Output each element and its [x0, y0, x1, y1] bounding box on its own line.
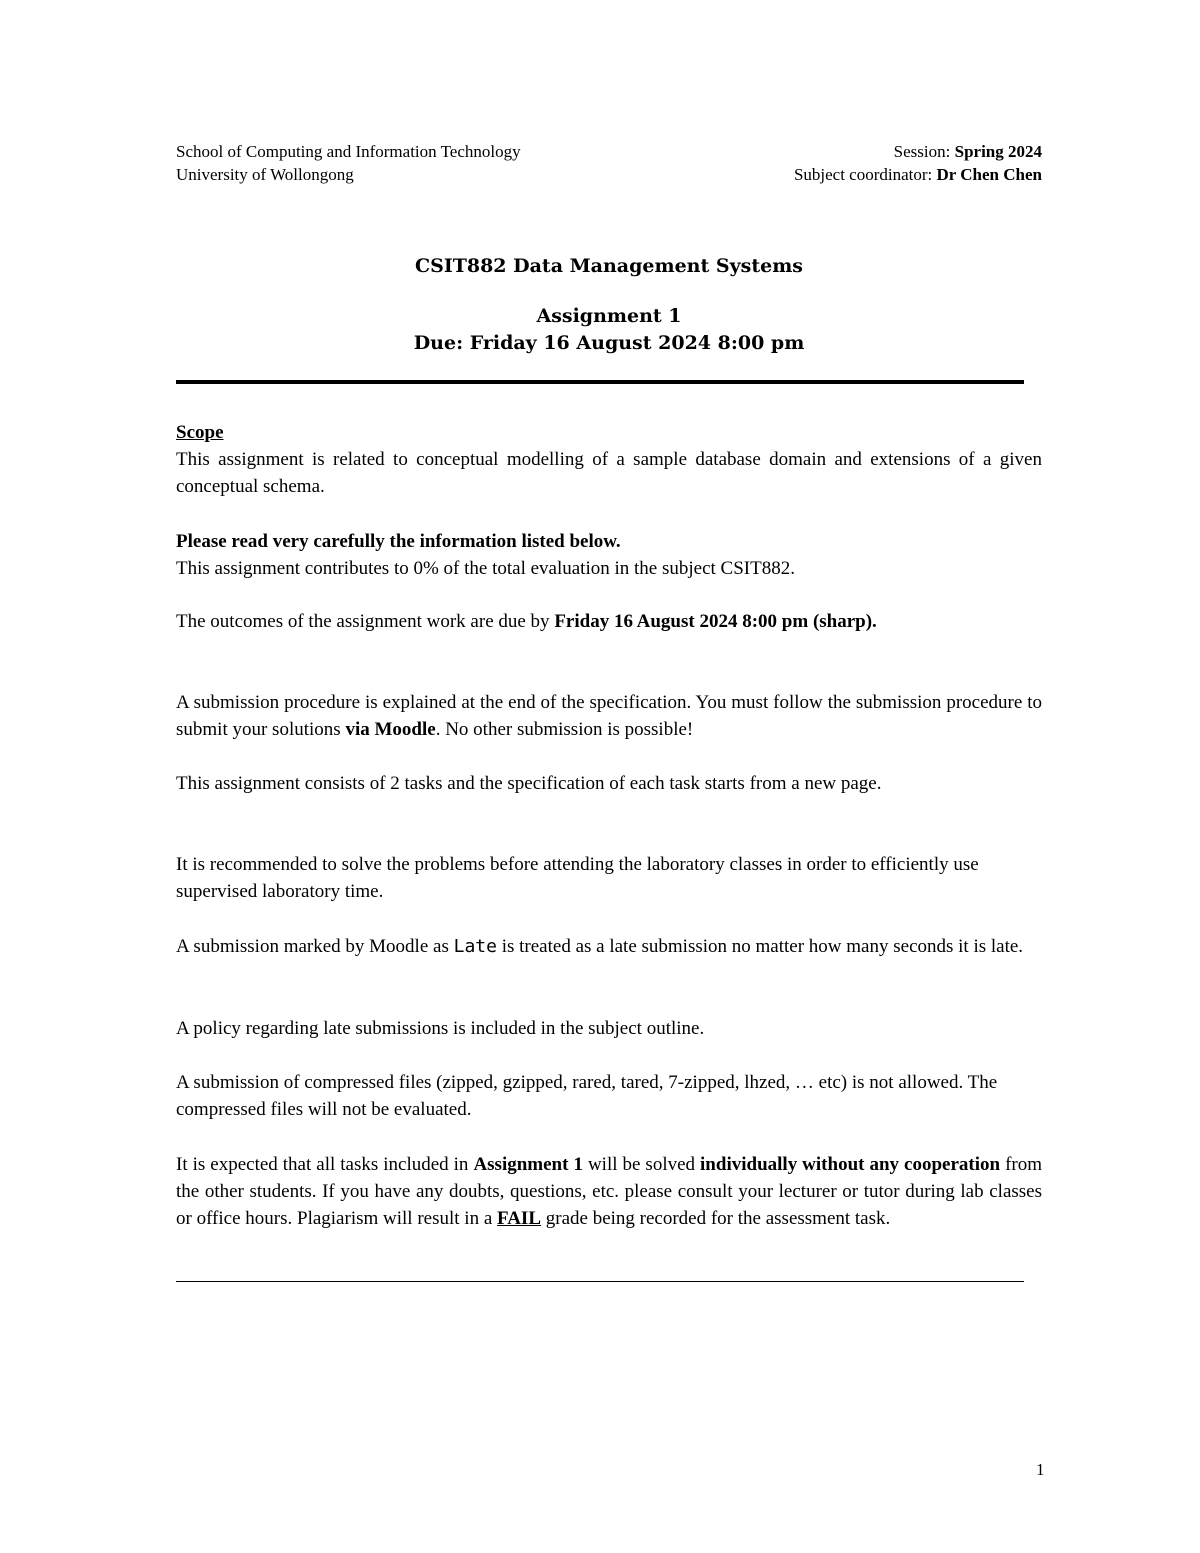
late-suffix: is treated as a late submission no matter how many seconds it is late.: [496, 936, 1024, 957]
page-number: 1: [1036, 1460, 1045, 1479]
due-title: Due: Friday 16 August 2024 8:00 pm: [413, 332, 805, 354]
header-row-1: [176, 140, 1042, 163]
due-prefix: The outcomes of the assignment work are due by: [176, 611, 555, 632]
expected-p3: from the other students. If you have any doubts, questions, etc. please consult your lecturer or tutor during lab classes or office hours. Plagiarism will result in a: [176, 1154, 1043, 1229]
bottom-divider: [176, 1281, 1024, 1282]
session-info: [894, 140, 1042, 163]
read-carefully-text: Please read very carefully the information listed below.: [176, 531, 621, 552]
university-name: University of Wollongong: [176, 165, 354, 184]
expected-individually: individually without any cooperation: [700, 1154, 1001, 1175]
recommend-paragraph: It is recommended to solve the problems before attending the laboratory classes in order to efficiently use supervised laboratory time.: [176, 854, 979, 902]
policy-paragraph: A policy regarding late submissions is included in the subject outline.: [176, 1018, 705, 1039]
late-prefix: A submission marked by Moodle as: [176, 936, 454, 957]
session-label: Session:: [893, 142, 955, 161]
school-name: School of Computing and Information Technology: [176, 142, 521, 161]
due-paragraph: [176, 608, 996, 635]
submission-paragraph: [176, 689, 1042, 743]
submission-part1: A submission procedure is explained at the end of the specification. You must follow the submission procedure to submit your solutions: [176, 692, 1042, 740]
coordinator-info: [794, 163, 1042, 186]
expected-p4: grade being recorded for the assessment task.: [541, 1208, 891, 1229]
late-code: Late: [453, 936, 497, 957]
late-paragraph: [176, 933, 1042, 960]
header-row-2: [176, 163, 1042, 186]
scope-section: [176, 419, 1042, 500]
contribution-text: This assignment contributes to 0% of the total evaluation in the subject CSIT882.: [176, 558, 795, 579]
due-deadline: Friday 16 August 2024 8:00 pm (sharp).: [554, 611, 877, 632]
document-header: [176, 140, 1042, 186]
scope-heading: Scope: [176, 422, 224, 443]
session-value: Spring 2024: [954, 142, 1042, 161]
expected-p2: will be solved: [582, 1154, 701, 1175]
scope-text: This assignment is related to conceptual modelling of a sample database domain and extensions of a given conceptual schema.: [176, 449, 1042, 497]
compressed-paragraph: A submission of compressed files (zipped, gzipped, rared, tared, 7-zipped, lhzed, … etc) is not allowed. The compressed files will not be evaluated.: [176, 1072, 998, 1120]
coordinator-value: Dr Chen Chen: [936, 165, 1042, 184]
coordinator-label: Subject coordinator:: [793, 165, 937, 184]
expected-paragraph: [176, 1151, 1042, 1232]
title-divider: [176, 380, 1024, 384]
assignment-title: Assignment 1: [536, 305, 682, 327]
course-title: CSIT882 Data Management Systems: [415, 255, 803, 277]
submission-part2: . No other submission is possible!: [435, 719, 694, 740]
tasks-paragraph: This assignment consists of 2 tasks and the specification of each task starts from a new page.: [176, 773, 882, 794]
info-section: [176, 528, 1042, 582]
expected-p1: It is expected that all tasks included in: [176, 1154, 474, 1175]
expected-assignment: Assignment 1: [473, 1154, 583, 1175]
expected-fail: FAIL: [497, 1208, 541, 1229]
submission-via-moodle: via Moodle: [345, 719, 436, 740]
